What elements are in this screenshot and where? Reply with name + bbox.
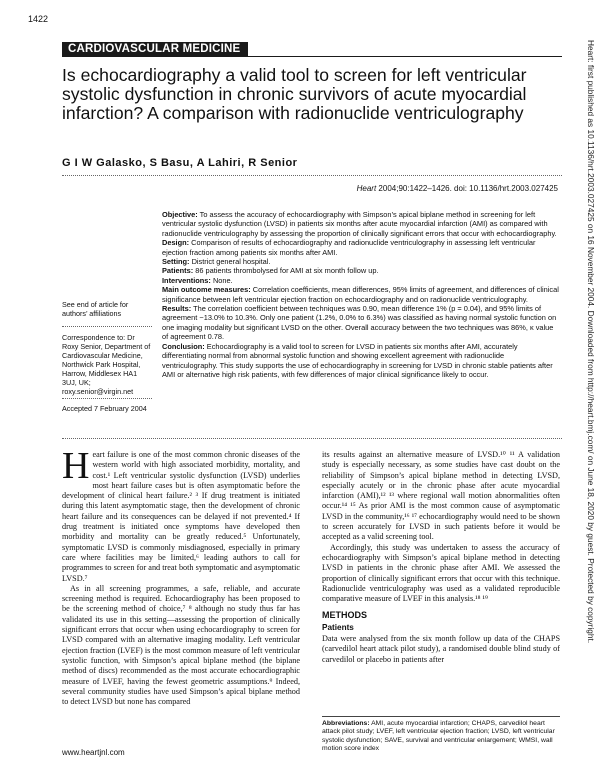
body-column-left xyxy=(62,445,300,707)
citation-line xyxy=(357,184,558,193)
patients-heading: Patients xyxy=(322,622,354,632)
abstract-objective-label: Objective: xyxy=(162,210,198,219)
abbreviations-box xyxy=(322,716,560,754)
abstract-patients-label: Patients: xyxy=(162,266,194,276)
abstract-outcome-label: Main outcome measures: xyxy=(162,285,251,295)
intro-paragraph-3: its results against an alternative measure of LVSD.¹⁰ ¹¹ A validation study is especially necessary, as some studies have cast doubt on the reliability of Simpson’s apical biplane method in detecting LVSD, especially acutely or in the chronic phase after acute myocardial infarction (AMI),¹² ¹³ where regional wall motion abnormalities often occur.¹⁴ ¹⁵ As prior AMI is the most common cause of asymptomatic LVSD in the community,¹⁶ ¹⁷ echocardiography would need to be shown to screen accurately for LVSD in such patients before it would be accepted as a valid screening tool. xyxy=(322,450,560,542)
abbreviations-text: AMI, acute myocardial infarction; CHAPS, carvedilol heart attack pilot study; LVEF, left ventricular ejection fraction; LVSD, left ventricular systolic dysfunction; SAVE, survival and ventricular enlargement; WMSI, wall motion score index xyxy=(322,720,555,753)
affiliations-note: See end of article for authors’ affiliations xyxy=(62,300,129,318)
abstract-conclusion: Echocardiography is a valid tool to screen for LVSD in patients six months after AMI, accurately differentiating normal from abnormal systolic function and showing excellent agreement with radionuclide ventriculography. This study supports the use of echocardiography in screening for LVSD in chronic stable patients after AMI or alternative high risk patients, with few differences of major clinical significance likely to occur. xyxy=(162,341,553,379)
abstract xyxy=(162,210,560,379)
article-title: Is echocardiography a valid tool to screen for left ventricular systolic dysfunction in chronic survivors of acute myocardial infarction? A comparison with radionuclide ventriculography xyxy=(62,65,527,124)
abstract-results: The correlation coefficient between techniques was 0.90, mean difference 1% (p = 0.04), and 95% limits of agreement −13.0% to 10.3%. Only one patient (1.2%, 0.0% to 6.3%) was classified as having normal systolic function on one imaging modality but significant LVSD on the other. Overall accuracy between the two techniques was 86%, κ value of agreement 0.78. xyxy=(162,304,557,342)
section-banner: CARDIOVASCULAR MEDICINE xyxy=(62,42,248,57)
abstract-interventions-label: Interventions: xyxy=(162,275,211,285)
abstract-patients: 86 patients thrombolysed for AMI at six month follow up. xyxy=(195,266,379,276)
abbreviations-label: Abbreviations: xyxy=(322,720,370,727)
body-column-right xyxy=(322,450,560,665)
abstract-results-label: Results: xyxy=(162,304,192,314)
download-notice: Heart: first published as 10.1136/hrt.2003.027425 on 16 November 2004. Downloaded from http://heart.bmj.com/ on June 18, 2020 by guest. Protected by copyright. xyxy=(586,40,596,644)
accepted-date: Accepted 7 February 2004 xyxy=(62,404,147,413)
abstract-outcome: Correlation coefficients, mean differences, 95% limits of agreement, and differences of clinical significance between left ventricular ejection fraction on echocardiography and on radionuclide ventriculography. xyxy=(162,285,559,304)
intro-paragraph-4: Accordingly, this study was undertaken to assess the accuracy of echocardiography with Simpson’s apical biplane method in detecting LVSD in patients in the chronic phase after AMI. We assessed the proportion of clinically significant errors that occur with this technique. Radionuclide ventriculography was used as a validated reproducible comparative measure of LVEF in this analysis.¹⁸ ¹⁹ xyxy=(322,542,560,604)
abstract-objective: To assess the accuracy of echocardiography with Simpson’s apical biplane method in screening for left ventricular systolic dysfunction (LVSD) in patients six months after acute myocardial infarction (AMI) as compared with radionuclide ventriculography by assessing the proportion of clinically significant errors that occur with echocardiography. xyxy=(162,210,557,238)
sidenote-divider xyxy=(62,326,152,327)
abstract-design: Comparison of results of echocardiography and radionuclide ventriculography in assessing left ventricular ejection fraction among patients six months after AMI. xyxy=(162,238,536,257)
abstract-conclusion-label: Conclusion: xyxy=(162,341,205,351)
drop-cap: H xyxy=(62,445,90,487)
methods-paragraph-1: Data were analysed from the six month follow up data of the CHAPS (carvedilol heart attack pilot study), a randomised double blind study of carvedilol or placebo in patients after xyxy=(322,634,560,664)
dotted-divider xyxy=(62,438,562,439)
abstract-design-label: Design: xyxy=(162,238,190,248)
dotted-divider xyxy=(62,175,562,176)
section-rule xyxy=(62,56,562,57)
abstract-setting: District general hospital. xyxy=(191,257,271,267)
abstract-setting-label: Setting: xyxy=(162,257,190,267)
journal-url[interactable]: www.heartjnl.com xyxy=(62,748,125,757)
abstract-interventions: None. xyxy=(212,275,233,285)
intro-paragraph-2: As in all screening programmes, a safe, reliable, and accurate screening method is required. Echocardiography has been proposed to be the screening method of choice,⁷ ⁸ although no study thus far has validated its use in this setting—assessing the proportion of clinically significant errors that occur when using echocardiography to screen for LVSD compared with an alternative imaging modality. Left ventricular ejection fraction (LVEF) is the most common measure of left ventricular systolic function, with Simpson’s apical biplane method (the biplane method of discs) recommended as the most accurate echocardiographic measure of LVEF, having the fewest geometric assumptions.⁹ Indeed, several community studies have used Simpson’s apical biplane method to detect LVSD but none has compared xyxy=(62,583,300,707)
intro-paragraph-1: eart failure is one of the most common chronic diseases of the western world with high associated morbidity, mortality, and cost.¹ Left ventricular systolic dysfunction (LVSD) underlies most heart failure cases but is often asymptomatic before the development of clinical heart failure.² ³ If drug treatment is initiated during this latent asymptomatic stage, then the development of chronic heart failure and its consequences can be delayed if not prevented.⁴ If drug treatment is initiated once symptoms have developed then morbidity and mortality can be greatly reduced.⁵ Unfortunately, symptomatic LVSD is commonly misdiagnosed, especially in primary care where facilities may be limited,⁶ leading authors to call for programmes to screen for and treat both symptomatic and asymptomatic LVSD.⁷ xyxy=(62,450,300,583)
page-number: 1422 xyxy=(28,14,49,24)
methods-heading: METHODS xyxy=(322,610,367,621)
citation-details: 2004;90:1422–1426. doi: 10.1136/hrt.2003.027425 xyxy=(378,184,558,193)
journal-name: Heart xyxy=(356,184,377,193)
sidenote-divider xyxy=(62,398,152,399)
author-list: G I W Galasko, S Basu, A Lahiri, R Senior xyxy=(62,157,298,169)
correspondence-note: Correspondence to: Dr Roxy Senior, Department of Cardiovascular Medicine, Northwick Park Hospital, Harrow, Middlesex HA1 3UJ, UK; roxy.senior@virgin.net xyxy=(62,333,151,396)
